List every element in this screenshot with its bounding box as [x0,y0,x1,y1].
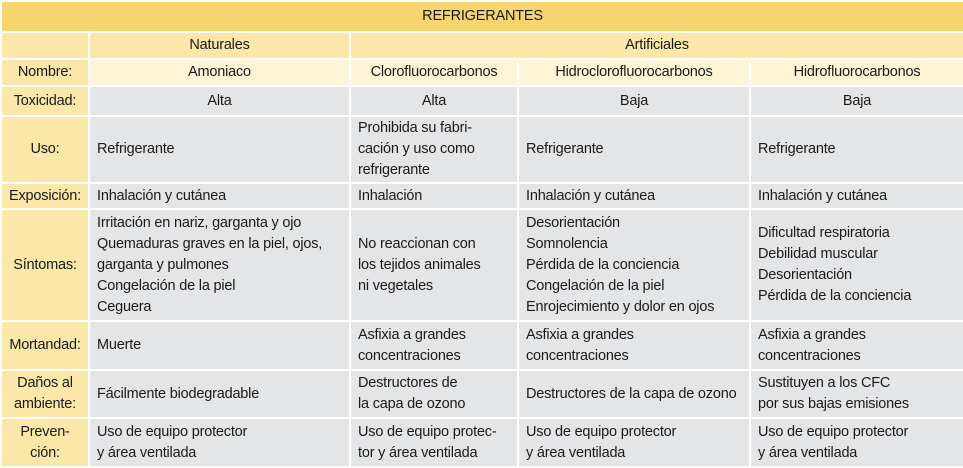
name-cell: Amoniaco [89,59,350,86]
row-label: Mortandad: [1,321,89,370]
row-label [1,418,89,467]
text-line: Ceguera [97,298,152,315]
text-line: Sustituyen a los CFC [758,375,891,391]
prevention-cell [89,418,350,467]
environment-cell [350,370,518,418]
text-line: Congelación de la piel [97,277,236,294]
row-toxicidad [1,86,963,116]
exposure-cell [750,183,963,209]
toxicity-cell: Alta [350,86,518,116]
text-line: Asfixia a grandes [758,326,866,343]
text-line: tor y área ventilada [358,444,478,461]
exposure-cell [518,183,750,209]
text-line: Refrigerante [526,141,604,157]
row-uso [1,116,963,183]
label-line: ambiente: [14,396,76,412]
text-line: Uso de equipo protec- [358,423,497,440]
name-cell: Hidrofluorocarbonos [750,59,963,86]
prevention-cell [518,418,750,467]
text-line: Somnolencia [526,235,608,252]
use-cell [89,116,350,183]
text-line: Destructores de la capa de ozono [526,385,737,402]
text-line: Inhalación y cutánea [758,187,888,204]
row-nombre [1,59,963,86]
exposure-cell [350,183,518,209]
text-line: Inhalación y cutánea [97,187,227,204]
text-line: Pérdida de la conciencia [526,256,680,273]
row-prevencion [1,418,963,467]
row-label: Síntomas: [1,209,89,321]
row-danos [1,370,963,418]
text-line: Refrigerante [97,141,175,157]
text-line: Uso de equipo protector [97,423,248,440]
use-cell [518,116,750,183]
text-line: cación y uso como [358,141,475,157]
row-sintomas [1,209,963,321]
table-title: REFRIGERANTES [1,1,963,32]
row-label [1,370,89,418]
text-line: y área ventilada [97,444,197,461]
text-line: Asfixia a grandes [358,326,466,343]
text-line: por sus bajas emisiones [758,396,909,412]
row-label: Exposición: [1,183,89,209]
environment-cell [89,370,350,418]
use-cell [350,116,518,183]
text-line: Inhalación y cutánea [526,187,656,204]
text-line: Refrigerante [758,141,836,157]
text-line: concentraciones [758,347,861,364]
text-line: garganta y pulmones [97,256,229,273]
text-line: Destructores de [358,375,458,391]
label-line: Preven- [20,423,70,440]
text-line: Pérdida de la conciencia [758,288,912,304]
row-label: Toxicidad: [1,86,89,116]
row-label: Uso: [1,116,89,183]
text-line: Desorientación [526,214,620,231]
text-line: Uso de equipo protector [526,423,677,440]
toxicity-cell: Baja [750,86,963,116]
text-line: concentraciones [526,347,629,364]
text-line: Fácilmente biodegradable [97,385,260,402]
toxicity-cell: Alta [89,86,350,116]
row-mortandad [1,321,963,370]
prevention-cell [350,418,518,467]
row-exposicion [1,183,963,209]
text-line: Congelación de la piel [526,277,665,294]
mortality-cell [350,321,518,370]
row-label: Nombre: [1,59,89,86]
group-artificial: Artificiales [350,32,963,59]
mortality-cell [518,321,750,370]
text-line: Enrojecimiento y dolor en ojos [526,298,715,315]
text-line: Uso de equipo protector [758,423,909,440]
text-line: Prohibida su fabri- [358,120,472,136]
name-cell: Clorofluorocarbonos [350,59,518,86]
text-line: Muerte [97,337,141,353]
label-line: Daños al [17,375,73,391]
mortality-cell [89,321,350,370]
text-line: y área ventilada [526,444,626,461]
text-line: Quemaduras graves en la piel, ojos, [97,235,323,252]
symptoms-cell [350,209,518,321]
toxicity-cell: Baja [518,86,750,116]
text-line: Irritación en nariz, garganta y ojo [97,214,302,231]
text-line: los tejidos animales [358,256,481,273]
text-line: Desorientación [758,267,852,283]
corner-cell [1,32,89,59]
text-line: ni vegetales [358,277,433,294]
label-line: ción: [30,444,60,461]
environment-cell [750,370,963,418]
mortality-cell [750,321,963,370]
text-line: No reaccionan con [358,235,476,252]
text-line: Asfixia a grandes [526,326,634,343]
text-line: Debilidad muscular [758,246,878,262]
text-line: la capa de ozono [358,396,466,412]
symptoms-cell [89,209,350,321]
symptoms-cell [518,209,750,321]
text-line: y área ventilada [758,444,858,461]
group-natural: Naturales [89,32,350,59]
name-cell: Hidroclorofluorocarbonos [518,59,750,86]
text-line: refrigerante [358,162,430,178]
symptoms-cell [750,209,963,321]
exposure-cell [89,183,350,209]
text-line: concentraciones [358,347,461,364]
environment-cell [518,370,750,418]
text-line: Dificultad respiratoria [758,225,890,241]
prevention-cell [750,418,963,467]
text-line: Inhalación [358,187,423,204]
use-cell [750,116,963,183]
